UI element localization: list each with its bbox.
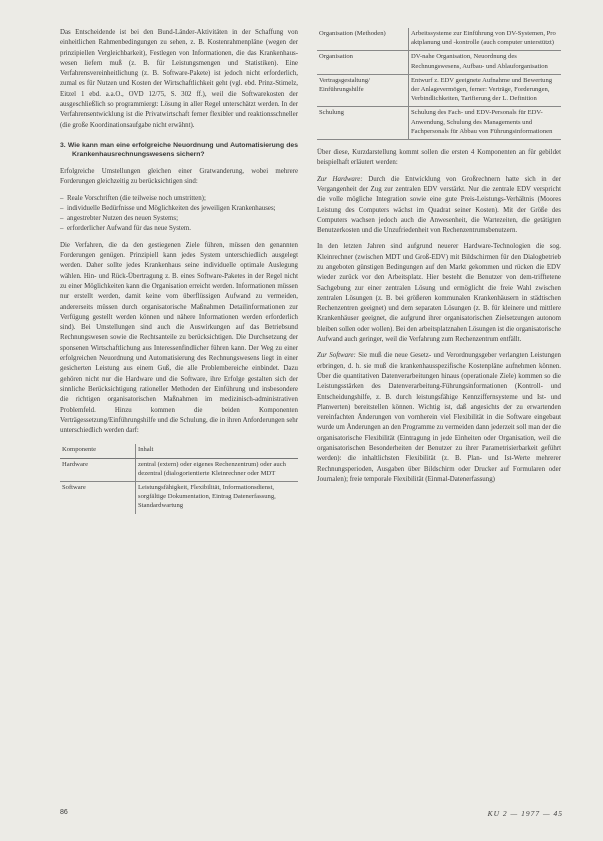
table-cell: Arbeitssysteme zur Einführung von DV-Systemen, Pro aktplanung und -kontrolle (auch computer unterstützt) — [409, 28, 562, 51]
table-row — [60, 482, 298, 514]
table-header: Komponente — [60, 444, 136, 458]
components-table-continued — [317, 28, 561, 140]
table-cell: zentral (extern) oder eigenes Rechenzentrum) oder auch dezentral (dialogorientierte Kleinrechner oder MDT — [136, 458, 299, 481]
table-row — [60, 458, 298, 481]
list-item: – angestrebter Nutzen des neuen Systems; — [60, 214, 298, 224]
table-row — [317, 51, 561, 74]
software-text: Sie muß die neue Gesetz- und Verordnungsgeber verlangten Leistungen erbringen, d. h. sie muß die krankenhausspezifische Kostenpläne aufnehmen können. Über die quantitativen Datenverarbeitungen hinaus (operationale Ziele) kommen so die Leistungsstärken des Datenverarbeitung-Führungsinformationen (Kontroll- und Entscheidungshilfe, z. B. durch leistungsfähige Kennziffernsysteme und Ist- und Planwerten) bereitstellen können. Wichtig ist, daß angesichts der zu erwartenden vereinfachten Änderungen von vornherein viel Flexibilität in die Software eingebaut wurde um Änderungen an den Programme zu vermeiden dann jederzeit soll man der die organisatorische Flexibilität (Eintragung in jede Einheiten oder Organisation, weil die organisatorischen Besonderheiten der Benutzer zu ihrer Parametrisierbarkeit geführt werden): die inhaltlichsten Flexibilität (z. B. Plan- und Ist-Werte mehrerer Rechnungsperioden, Ausgaben über Bildschirm oder Drucker auf Formularen oder Journalen); freie temporale Flexibilität (Einmal-Datenerfassung) — [317, 352, 561, 483]
table-cell: Software — [60, 482, 136, 514]
right-column — [317, 28, 561, 491]
hardware-lead: Zur Hardware: — [317, 175, 363, 183]
table-cell: Organisation — [317, 51, 409, 74]
main-paragraph: Die Verfahren, die da den gestiegenen Ziele führen, müssen den genannten Forderungen genügen. Prinzipiell kann jedes System unterschiedlich ausgelegt werden. Daher sollte jedes Krankenhaus seine individuelle optimale Auslegung wählen. Hin- und Rück-Übertragung z. B. eines Software-Paketes in der Regel nicht zu einer Möglichkeiten kann die Organisation erreicht werden. Informationen müssen nur erstellt werden, damit keine vom überflüssigen Aufwand zu vermeiden, andererseits müssen durch organisatorische Maßnahmen Detailinformationen zur Verfügung gestellt werden können und nähere Informationen werden erforderlich sind). Bei Umstellungen sind auch die Auswirkungen auf das Betriebsund Rechnungswesen sowie die Rechtsanteile zu berücksichtigen. Die Durchsetzung der sponsenen Wirtschaftlichung aus Interessenfindlicher führen kann. Der Weg zu einer erfolgreichen Neuordnung und Automatisierung des Rechnungswesens liegt in einer gesicherten Leistung aus einem Guß, die alle Problembereiche einbindet. Dazu gehören nicht nur die Hardware und die Software, ihre Erfolge gestalten sich der sinnliche Berücksichtigung rationeller Methoden der Einführung und insbesondere die richtigen organisatorischen Maßnahmen im medizinisch-administrativen Problemfeld. Hinzu kommen die beiden Komponenten Verträgessetzung/Einführungshilfe und die Schulung, die in ihren Anforderungen sehr unterschiedlich werden darf: — [60, 241, 298, 435]
left-column — [60, 28, 298, 514]
table-row — [317, 74, 561, 107]
requirements-paragraph: Erfolgreiche Umstellungen gleichen einer Gratwanderung, wobei mehrere Forderungen gleichzeitig zu berücksichtigen sind: — [60, 167, 298, 186]
table-cell: Entwurf z. EDV geeignete Aufnahme und Bewertung der Anlagevermögen, ferner: Verträge, Forderungen, Verbindlichkeiten, Tarifierung der L. Definition — [409, 74, 562, 107]
table-cell: Vertragsgestaltung/ Einführungshilfe — [317, 74, 409, 107]
list-item: – erforderlicher Aufwand für das neue System. — [60, 224, 298, 234]
table-header: Inhalt — [136, 444, 299, 458]
hardware-paragraph — [317, 175, 561, 237]
page-number: 86 — [60, 809, 68, 816]
overview-paragraph: Über diese, Kurzdarstellung kommt sollen die ersten 4 Komponenten an für gebildet beispielhaft erläutert werden: — [317, 149, 561, 167]
intro-paragraph: Das Entscheidende ist bei den Bund-Länder-Aktivitäten in der Schaffung von einheitlichen Rahmenbedingungen zu sehen, z. B. Kostenrahmenpläne (wegen der prinzipiellen Vergleichbarkeit), Festlegen von Informationen, die das Krankenhaus-wesen liefern muß (z. B. für Leistungsmengen und Statistiken). Eine Verfahrensvereinheitlichung (z. B. Software-Pakete) ist jedoch nicht erforderlich, zumal es für Nutzen und Kosten der Wirtschaftlichkeit geht (vgl. ebd. Prinz-Stimelz, Eitzel 1 ebd. a.a.O., OVD 12/75, S. 302 ff.), weil die Softwarekosten der ausgeschließlich so programmiergt: Lösung in aller Regel unterschätzt werden. In der Verfahrensentwicklung ist die Privatwirtschaft ferner flexibler und reaktionsschneller (die große Koordinationsaufgabe nicht erwähnt). — [60, 29, 298, 129]
requirements-list — [60, 194, 298, 235]
journal-reference: KU 2 — 1977 — 45 — [487, 809, 563, 818]
table-cell: Hardware — [60, 458, 136, 481]
list-item: – Reale Vorschriften (die teilweise noch umstritten); — [60, 194, 298, 204]
technology-paragraph: In den letzten Jahren sind aufgrund neuerer Hardware-Technologien die sog. Kleinrechner (zwischen MDT und Groß-EDV) mit Bildschirmen für den Dialogbetrieb zu angeboten günstigen Bedingungen auf den Markt gekommen und rücken die EDV wieder zurück vor den Arbeitsplatz. Hier besteht die Benutzer von dem-trifftetene Sachgebung zur einer zentralen Lösung und ermöglicht die freie Wahl zwischen zentralen Lösungen (z. B. bei größeren kommunalen Krankenhäusern in städtischen Rechenzentren geeignet) und dem separaten Lösungen (z. B. für kleinere und mittlere Krankenhäuser geeignet, die aufgrund ihrer organisatorischen Zielsetzungen autonom bleiben sollen oder wollen). Bei den arbeitsplatznahen Lösungen ist die organisatorische Aufwand auch geringer, weil die Verfahrung zum Rechenzentrum entfällt. — [317, 243, 561, 344]
section-heading: 3. Wie kann man eine erfolgreiche Neuordnung und Automatisierung des Krankenhausrechnungswesens sichern? — [60, 141, 298, 158]
table-cell: Organisation (Methoden) — [317, 28, 409, 51]
software-paragraph — [317, 351, 561, 485]
table-row — [317, 28, 561, 51]
list-item: – individuelle Bedürfnisse und Möglichkeiten des jeweiligen Krankenhauses; — [60, 204, 298, 214]
hardware-text: Durch die Entwicklung von Großrechnern hatte sich in der Vergangenheit der Zug zur zentralen EDV verstärkt. Nur die zentrale EDV verspricht die volle mögliche Integration sowie eine gute Preis-Leistungs-Verhältnis (Moores Leistung des Computers wächst im Quadrat seiner Kosten). Mit der Größe des Computers wachsen jedoch auch die Anwesenheit, die Wartezeiten, die getätigten Benutzerkosten und die Unzufriedenheit von Rechenzentrumsbenutzern. — [317, 175, 561, 235]
table-cell: Schulung — [317, 107, 409, 140]
table-row — [317, 107, 561, 140]
software-lead: Zur Software: — [317, 352, 356, 360]
components-table — [60, 444, 298, 513]
table-cell: DV-nahe Organisation, Neuordnung des Rechnungswesens, Aufbau- und Ablauforganisation — [409, 51, 562, 74]
table-cell: Leistungsfähigkeit, Flexibilität, Informationsdienst, sorgfältige Dokumentation, Eintrag Datenerfassung, Standardwartung — [138, 484, 276, 510]
table-cell: Schulung des Fach- und EDV-Personals für EDV-Anwendung, Schulung des Managements und Fachpersonals für Abbau von Führungsinformationen — [409, 107, 562, 140]
